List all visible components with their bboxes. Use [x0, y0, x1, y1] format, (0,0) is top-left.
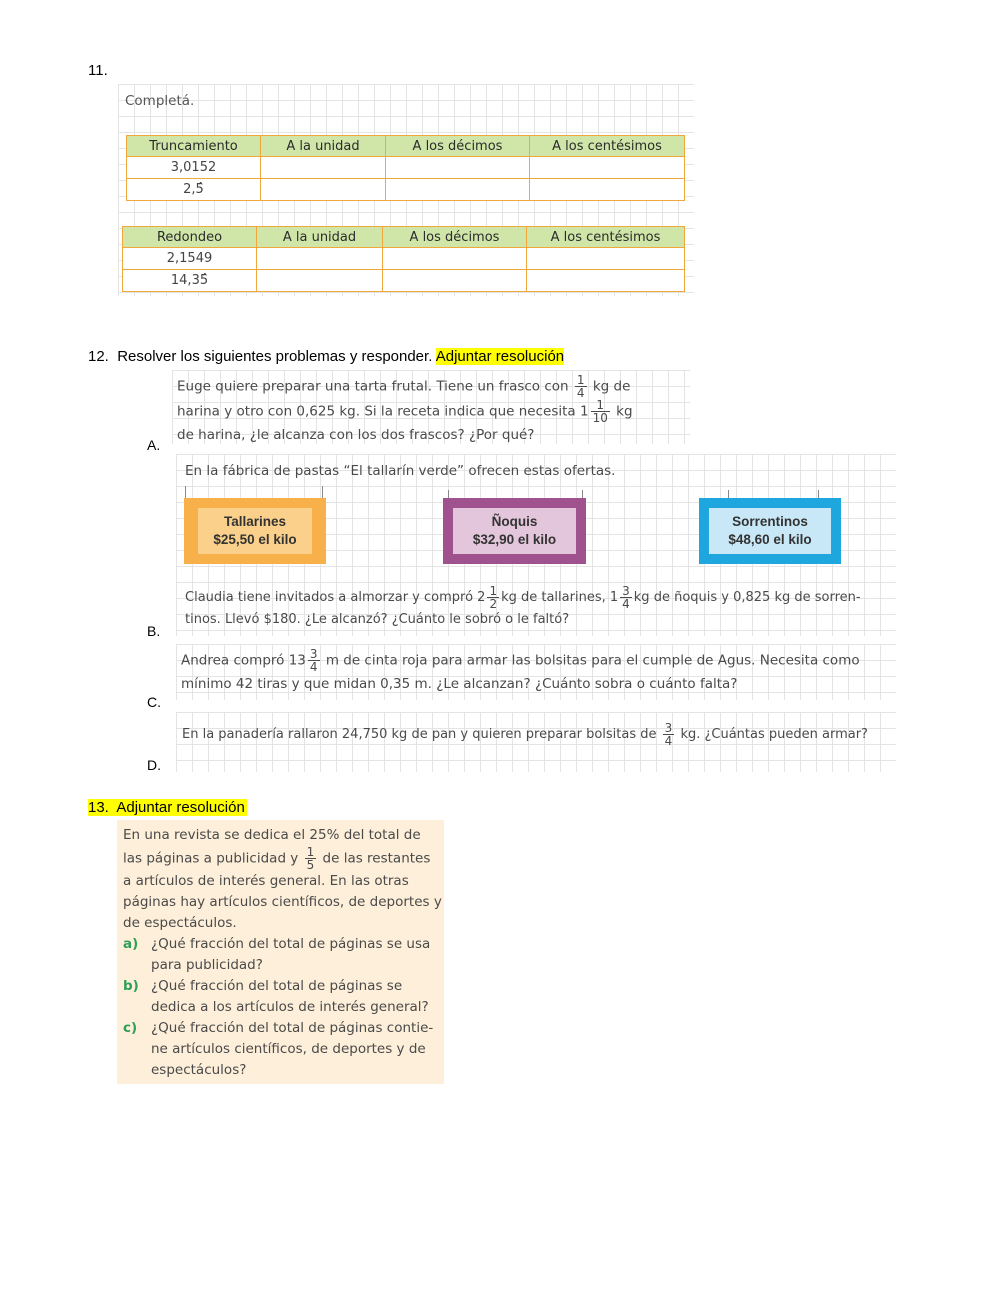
problem-b-letter: B. — [147, 623, 161, 639]
question-13-panel — [117, 820, 444, 1084]
problem-a-letter: A. — [147, 437, 161, 453]
string-line — [322, 486, 323, 498]
header-unidad: A la unidad — [257, 227, 383, 248]
q13-line5: de espectáculos. — [123, 915, 237, 931]
answer-cell[interactable] — [261, 179, 386, 201]
answer-cell[interactable] — [257, 248, 383, 270]
offer-price: $32,90 el kilo — [472, 532, 557, 547]
header-unidad: A la unidad — [261, 136, 386, 157]
problem-b-intro: En la fábrica de pastas “El tallarín verde” ofrecen estas ofertas. — [185, 463, 616, 479]
problem-d-letter: D. — [147, 757, 161, 773]
q13-item-b — [123, 976, 444, 1018]
numerator: 1 — [591, 399, 610, 412]
problem-c-line1-end: m de cinta roja para armar las bolsitas para el cumple de Agus. Necesita como — [325, 652, 860, 669]
problem-d-text — [182, 722, 868, 747]
problem-b-line2: tinos. Llevó $180. ¿Le alcanzó? ¿Cuánto le sobró o le faltó? — [185, 612, 570, 627]
offer-price: $25,50 el kilo — [213, 532, 297, 547]
denominator: 10 — [592, 411, 608, 425]
offer-noquis — [443, 498, 586, 564]
fraction — [591, 399, 610, 424]
problem-c-text — [181, 648, 860, 695]
problem-a-text — [177, 374, 633, 446]
denominator: 4 — [622, 597, 630, 611]
offer-tallarines — [184, 498, 326, 564]
string-line — [185, 486, 186, 498]
q13-line2: las páginas a publicidad y — [123, 850, 299, 867]
answer-cell[interactable] — [527, 248, 685, 270]
problem-a-line1-end: kg de — [592, 378, 631, 395]
answer-cell[interactable] — [527, 270, 685, 292]
problem-a-line2: harina y otro con 0,625 kg. Si la receta indica que necesita 1 — [177, 403, 589, 420]
problem-a-line2-end: kg — [616, 403, 633, 420]
answer-cell[interactable] — [261, 157, 386, 179]
offer-name: Ñoquis — [491, 514, 538, 529]
rounding-header-row — [123, 227, 685, 248]
problem-b-line1-end: kg de ñoquis y 0,825 kg de sorren- — [633, 590, 861, 605]
offer-tallarines-label — [198, 508, 312, 554]
answer-cell[interactable] — [383, 270, 527, 292]
question-12-title: Resolver los siguientes problemas y responder. — [117, 348, 433, 365]
offer-name: Tallarines — [223, 514, 287, 529]
answer-cell[interactable] — [386, 179, 530, 201]
denominator: 2 — [489, 597, 498, 611]
denominator: 5 — [306, 858, 315, 872]
truncation-value: 2,5̂ — [127, 179, 261, 201]
problem-b-text — [185, 585, 861, 630]
header-decimos: A los décimos — [383, 227, 527, 248]
offer-sorrentinos-label — [709, 508, 831, 554]
item-text: para publicidad? — [151, 957, 263, 973]
item-text: ¿Qué fracción del total de páginas contie- — [151, 1020, 434, 1036]
problem-c-line2: mínimo 42 tiras y que midan 0,35 m. ¿Le alcanzan? ¿Cuánto sobra o cuánto falta? — [181, 676, 738, 692]
problem-b-line1: Claudia tiene invitados a almorzar y compró 2 — [185, 590, 486, 605]
fraction — [308, 648, 320, 673]
offer-sorrentinos — [699, 498, 841, 564]
problem-a-line1: Euge quiere preparar una tarta frutal. Tiene un frasco con — [177, 378, 569, 395]
problem-c-line1: Andrea compró 13 — [181, 652, 306, 669]
answer-cell[interactable] — [386, 157, 530, 179]
q13-line3: a artículos de interés general. En las otras — [123, 873, 409, 889]
problem-d-line1: En la panadería rallaron 24,750 kg de pan y quieren preparar bolsitas de — [182, 727, 657, 742]
numerator: 1 — [576, 373, 585, 387]
truncation-table — [126, 135, 685, 201]
header-decimos: A los décimos — [386, 136, 530, 157]
rounding-table — [122, 226, 685, 292]
fraction — [663, 722, 675, 747]
question-13-title: Adjuntar resolución — [116, 799, 245, 816]
q13-item-a — [123, 934, 444, 976]
question-11-instruction: Completá. — [125, 93, 195, 109]
item-letter: b) — [123, 978, 139, 994]
offer-noquis-label — [453, 508, 576, 554]
answer-cell[interactable] — [257, 270, 383, 292]
item-text: espectáculos? — [151, 1062, 247, 1078]
item-text: dedica a los artículos de interés general? — [151, 999, 429, 1015]
header-centesimos: A los centésimos — [527, 227, 685, 248]
rounding-value: 14,35̂ — [123, 270, 257, 292]
numerator: 3 — [664, 721, 673, 735]
header-centesimos: A los centésimos — [530, 136, 685, 157]
item-text: ne artículos científicos, de deportes y de — [151, 1041, 426, 1057]
question-12-highlight: Adjuntar resolución — [435, 348, 565, 365]
question-12-number: 12. — [88, 348, 109, 365]
question-11-number: 11. — [88, 62, 108, 79]
answer-cell[interactable] — [530, 157, 685, 179]
numerator: 1 — [306, 845, 315, 859]
table-row — [123, 248, 685, 270]
fraction — [487, 585, 499, 610]
rounding-value: 2,1549 — [123, 248, 257, 270]
numerator: 3 — [309, 647, 318, 661]
item-letter: a) — [123, 936, 139, 952]
denominator: 4 — [664, 734, 673, 748]
problem-c-letter: C. — [147, 694, 161, 710]
truncation-header-row — [127, 136, 685, 157]
question-13-number: 13. — [88, 799, 109, 816]
item-text: ¿Qué fracción del total de páginas se usa — [151, 936, 431, 952]
question-13-heading — [88, 799, 247, 816]
numerator: 1 — [489, 584, 498, 598]
problem-a-line3: de harina, ¿le alcanza con los dos frascos? ¿Por qué? — [177, 427, 535, 443]
fraction — [575, 374, 587, 399]
truncation-header: Truncamiento — [127, 136, 261, 157]
problem-d-line1-end: kg. ¿Cuántas pueden armar? — [680, 727, 868, 742]
problem-b-line1-mid: kg de tallarines, 1 — [501, 590, 619, 605]
fraction — [305, 846, 317, 871]
table-row — [127, 179, 685, 201]
fraction — [620, 585, 632, 610]
numerator: 3 — [622, 584, 630, 598]
answer-cell[interactable] — [530, 179, 685, 201]
item-letter: c) — [123, 1020, 138, 1036]
answer-cell[interactable] — [383, 248, 527, 270]
offer-price: $48,60 el kilo — [728, 532, 812, 547]
truncation-value: 3,0152 — [127, 157, 261, 179]
denominator: 4 — [576, 386, 585, 400]
q13-line2-end: de las restantes — [322, 850, 431, 867]
item-text: ¿Qué fracción del total de páginas se — [151, 978, 403, 994]
q13-line1: En una revista se dedica el 25% del total de — [123, 827, 421, 843]
table-row — [127, 157, 685, 179]
q13-line4: páginas hay artículos científicos, de deportes y — [123, 894, 442, 910]
q13-item-c — [123, 1018, 444, 1081]
denominator: 4 — [309, 660, 318, 674]
table-row — [123, 270, 685, 292]
question-12-heading — [88, 348, 564, 365]
offer-name: Sorrentinos — [732, 514, 808, 529]
rounding-header: Redondeo — [123, 227, 257, 248]
